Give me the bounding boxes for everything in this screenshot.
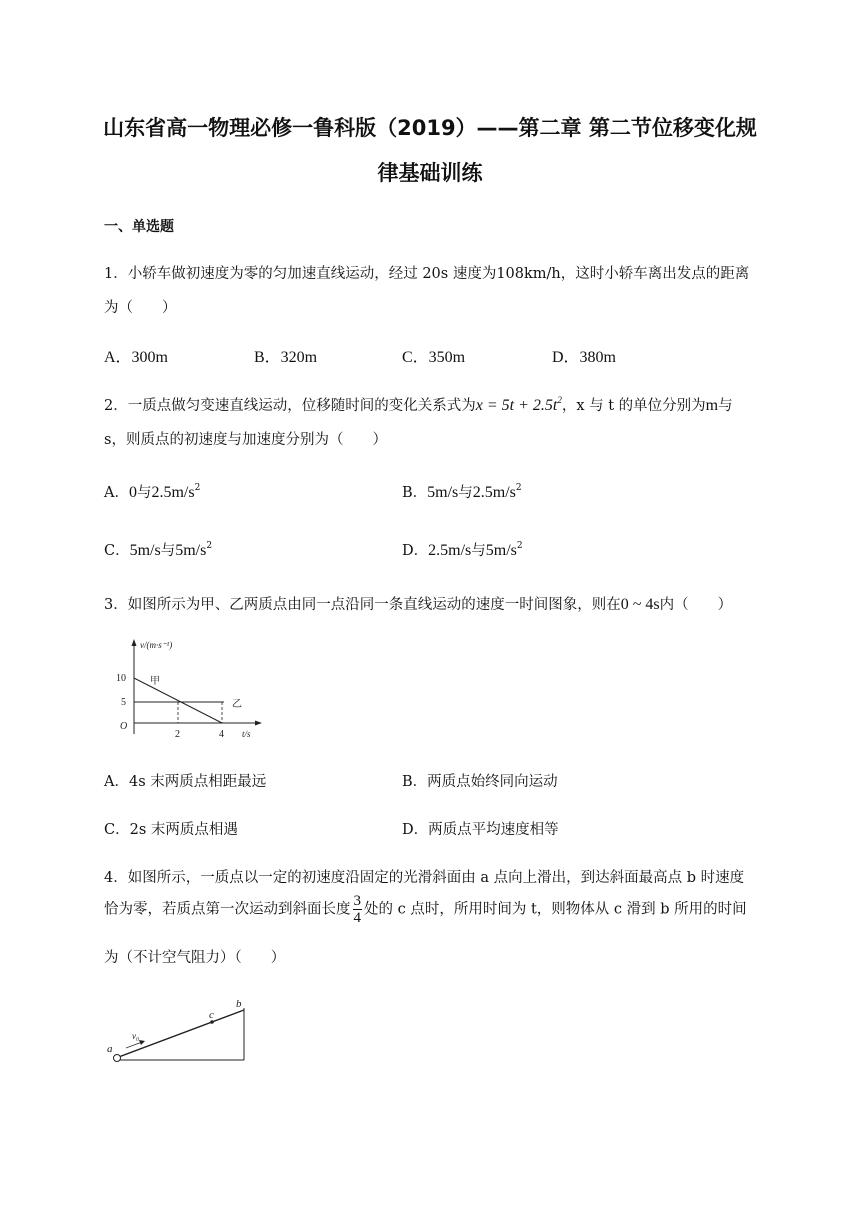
q3-label-jia: 甲 xyxy=(150,676,160,687)
q3-label-yi: 乙 xyxy=(232,699,242,710)
q2-stem-text: 2．一质点做匀变速直线运动，位移随时间的变化关系式为 xyxy=(104,398,476,414)
q2-option-c[interactable]: C．5m/s与$5m/s^2$ xyxy=(104,541,213,559)
q2-option-d[interactable]: D．2.5m/s与$5m/s^2$ xyxy=(402,541,523,559)
q3-line-jia xyxy=(134,678,222,723)
q1-stem-line-2: 为（ ） xyxy=(104,300,177,316)
page-title-line-2: 律基础训练 xyxy=(377,161,483,185)
q3-stem-line-1: 3．如图所示为甲、乙两质点由同一点沿同一条直线运动的速度一时间图象，则在0 ~ 4s内（ ） xyxy=(104,596,733,613)
q3-origin-label: O xyxy=(120,721,128,732)
section-heading: 一、单选题 xyxy=(104,219,174,235)
q3-y-axis-arrow xyxy=(132,639,137,646)
q3-velocity-time-graph xyxy=(112,636,272,746)
q2-stem-line-2: s，则质点的初速度与加速度分别为（ ） xyxy=(104,432,387,448)
q4-v0-arrow xyxy=(126,1042,142,1048)
q4-stem-line-3: 为（不计空气阻力）（ ） xyxy=(104,950,286,966)
q3-x-axis-arrow xyxy=(255,721,262,726)
q2-option-b[interactable]: B．5m/s与$2.5m/s^2$ xyxy=(402,483,522,501)
q4-label-a: a xyxy=(107,1043,113,1055)
q3-time-range: 0 ~ 4s xyxy=(620,596,660,613)
q2-unit-m: m xyxy=(705,397,719,414)
q1-option-b[interactable]: B．320m xyxy=(254,349,318,366)
q3-x-tick-2: 2 xyxy=(175,729,180,740)
q2-stem-end: 与 xyxy=(718,398,733,414)
q3-option-d[interactable]: D．两质点平均速度相等 xyxy=(402,822,559,838)
q1-stem-line-1: 1．小轿车做初速度为零的匀加速直线运动，经过 20s 速度为108km/h，这时小轿车离出发点的距离 xyxy=(104,266,750,282)
q3-y-tick-5: 5 xyxy=(121,697,126,708)
page-title-line-1: 山东省高一物理必修一鲁科版（2019）——第二章 第二节位移变化规 xyxy=(103,116,757,140)
q2-formula: $x = 5t + 2.5t^2$ xyxy=(475,395,562,414)
q4-label-v0: v₀ xyxy=(132,1031,140,1041)
q3-x-axis-label: t/s xyxy=(242,729,251,739)
q4-stem-line-1: 4．如图所示，一质点以一定的初速度沿固定的光滑斜面由 a 点向上滑出，到达斜面最高点 b 时速度 xyxy=(104,870,745,886)
q3-x-tick-4: 4 xyxy=(219,729,224,740)
q3-option-b[interactable]: B．两质点始终同向运动 xyxy=(402,774,558,790)
q1-option-c[interactable]: C．350m xyxy=(402,349,466,366)
q2-stem-units: ，x 与 t 的单位分别为 xyxy=(561,398,706,414)
q4-incline-figure xyxy=(104,996,254,1066)
q3-option-c[interactable]: C．2s 末两质点相遇 xyxy=(104,822,238,838)
q4-fraction: $\frac{3}{4}$ xyxy=(353,893,361,926)
q4-point-a-particle xyxy=(114,1055,121,1062)
q2-option-a[interactable]: A．0与$2.5m/s^2$ xyxy=(104,483,201,501)
q1-option-a[interactable]: A．300m xyxy=(104,349,169,366)
q2-stem-line-1 xyxy=(104,394,733,415)
q3-y-axis-label: v/(m·s⁻¹) xyxy=(140,640,173,650)
q4-label-b: b xyxy=(236,998,242,1010)
q4-stem-line-2: 恰为零，若质点第一次运动到斜面长度 $\frac{3}{4}$ 处的 c 点时，所用时间为 t，则物体从 c 滑到 b 所用的时间 xyxy=(104,893,747,926)
q3-option-a[interactable]: A．4s 末两质点相距最远 xyxy=(104,774,267,790)
q4-label-c: c xyxy=(209,1009,214,1021)
q1-option-d[interactable]: D．380m xyxy=(552,349,617,366)
q3-y-tick-10: 10 xyxy=(116,673,126,684)
